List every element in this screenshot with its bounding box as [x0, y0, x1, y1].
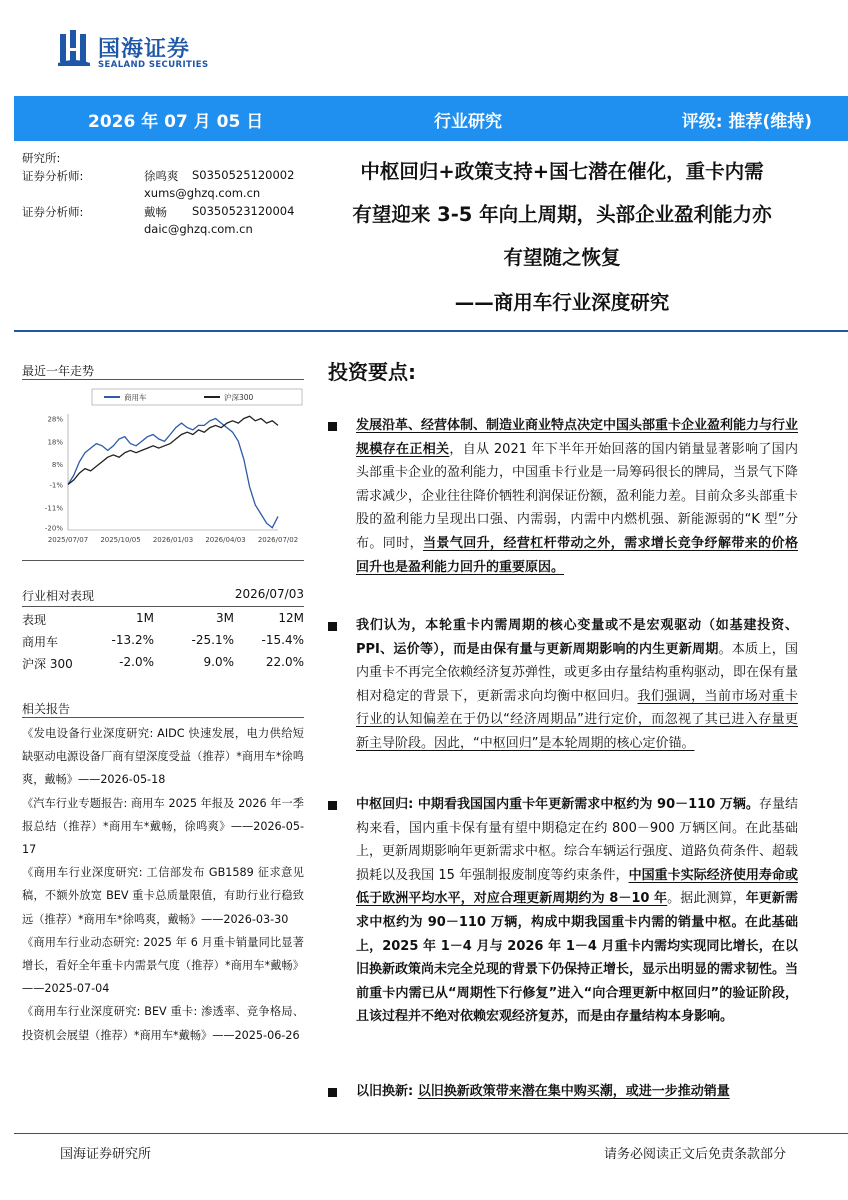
table-cell: -13.2%: [111, 633, 154, 647]
x-tick-label: 2025/07/07: [47, 536, 89, 544]
trend-chart: [22, 384, 304, 550]
x-tick-label: 2026/07/02: [257, 536, 299, 544]
analyst-role: 证券分析师:: [22, 205, 84, 219]
analyst-email[interactable]: daic@ghzq.com.cn: [144, 222, 253, 236]
emphasis-text: 年更新需求中枢约为 90－110 万辆，构成中期我国重卡内需的销量中枢。在此基础上，2025 年 1－4 月与 2026 年 1－4 月重卡内需均实现同比增长，在以旧换新政策尚未完全兑现的背景下仍保持正增长，显示出明显的需求韧性。当前重卡内需已从“周期性下行修复”进入“向合理更新中枢回归”的验证阶段，且该过程并不绝对依赖宏观经济复苏，而是由存量结构本身影响。: [356, 891, 799, 1025]
related-report-link[interactable]: 《商用车行业深度研究: 工信部发布 GB1589 征求意见稿，不额外放宽 BEV 重卡总质量限值，有助行业行稳致远（推荐）*商用车*徐鸣爽，戴畅》——2026-03-30: [22, 866, 304, 926]
table-cell: 1M: [136, 611, 154, 625]
related-report-link[interactable]: 《商用车行业动态研究: 2025 年 6 月重卡销量同比显著增长，看好全年重卡内需景气度（推荐）*商用车*戴畅》——2025-07-04: [22, 935, 304, 996]
header-divider: [14, 330, 848, 332]
table-header: [22, 608, 304, 630]
related-report-link[interactable]: 《商用车行业深度研究: BEV 重卡: 渗透率、竞争格局、投资机会展望（推荐）*商用车*戴畅》——2025-06-26: [22, 1005, 304, 1042]
title-line: 有望随之恢复: [503, 246, 621, 269]
y-tick-label: -1%: [49, 481, 63, 490]
title-line: 中枢回归+政策支持+国七潜在催化，重卡内需: [360, 160, 764, 183]
brand-logo: [58, 30, 218, 72]
emphasis-text: 以旧换新政策带来潜在集中购买潮，或进一步推动销量: [417, 1084, 730, 1099]
y-tick-label: 18%: [47, 438, 63, 447]
report-subtitle: ——商用车行业深度研究: [454, 291, 670, 314]
analyst-info: [22, 150, 304, 240]
emphasis-text: 发展沿革、经营体制、制造业商业特点决定中国头部重卡企业盈利能力与行业规模存在正相关: [356, 418, 799, 457]
table-cell: 沪深 300: [22, 657, 73, 671]
section-divider: [22, 717, 304, 718]
table-cell: -15.4%: [261, 633, 304, 647]
emphasis-text: 我们认为，本轮重卡内需周期的核心变量或不是宏观驱动（如基建投资、PPI、运价等），而是由保有量与更新周期影响的内生更新周期: [356, 618, 798, 657]
legend-label: 商用车: [124, 393, 147, 402]
performance-title: 行业相对表现: [22, 589, 95, 603]
table-cell: 9.0%: [203, 655, 234, 669]
y-tick-label: -20%: [44, 524, 63, 533]
y-tick-label: 8%: [51, 461, 63, 470]
performance-table: [22, 587, 304, 674]
bullet-square-icon: [328, 1088, 337, 1097]
report-banner: [14, 96, 848, 141]
body-text: 。本质上，国内重卡不再完全依赖经济复苏弹性，或更多由存量结构重构驱动，即在保有量相对稳定的背景下，更新需求向均衡中枢回归。: [356, 641, 799, 704]
related-title: 相关报告: [22, 702, 71, 716]
sealand-logo-icon: [58, 30, 90, 66]
bullet-square-icon: [328, 622, 337, 631]
title-line: 有望迎来 3-5 年向上周期，头部企业盈利能力亦: [352, 203, 772, 226]
bullet-square-icon: [328, 422, 337, 431]
related-report-link[interactable]: 《汽车行业专题报告: 商用车 2025 年报及 2026 年一季报总结（推荐）*商用车*戴畅，徐鸣爽》——2026-05-17: [22, 796, 304, 857]
analyst-cert: S0350525120002: [192, 168, 295, 182]
brand-name-cn: 国海证券: [98, 37, 191, 62]
table-cell: 12M: [278, 611, 304, 625]
analyst-name: 戴畅: [144, 205, 167, 219]
x-tick-label: 2025/10/05: [100, 536, 141, 544]
report-date: 2026 年 07 月 05 日: [88, 112, 264, 132]
table-cell: 表现: [22, 613, 47, 627]
analyst-email[interactable]: xums@ghzq.com.cn: [144, 186, 261, 200]
analyst-role: 证券分析师:: [22, 169, 84, 183]
report-rating: 评级: 推荐(维持): [681, 112, 812, 132]
table-cell: 商用车: [22, 635, 59, 649]
footer-divider: [14, 1133, 848, 1134]
body-text: 。据此测算，: [667, 891, 746, 907]
y-tick-label: 28%: [47, 415, 63, 424]
bullet-square-icon: [328, 801, 337, 810]
body-text: ，自从 2021 年下半年开始回落的国内销量显著影响了国内头部重卡企业的盈利能力，中国重卡行业是一局筹码很长的牌局，当景气下降需求减少，企业往往降价牺牲利润保证份额，盈利能力差。目前众多头部重卡股的盈利能力呈现出口强、内需弱，内需中内燃机强、新能源弱的“K 型”分布。同时，: [356, 441, 799, 551]
related-reports: [22, 722, 304, 1047]
report-title: [312, 150, 812, 324]
table-cell: 22.0%: [265, 655, 304, 669]
x-tick-label: 2026/04/03: [205, 536, 246, 544]
body-text: 存量结构来看，国内重卡保有量有望中期稳定在约 800－900 万辆区间。在此基础上，更新周期影响年更新需求中枢。综合车辆运行强度、道路负荷条件、超载损耗以及我国 15 年强制报废制度等约束条件，: [356, 797, 799, 883]
performance-date: 2026/07/03: [234, 587, 304, 601]
emphasis-text: 中国重卡实际经济使用寿命或低于欧洲平均水平，对应合理更新周期约为 8－10 年: [356, 867, 798, 907]
series-line: [68, 419, 278, 528]
emphasis-text: 中枢回归: 中期看我国国内重卡年更新需求中枢约为 90－110 万辆。: [356, 797, 759, 812]
report-category: 行业研究: [434, 112, 502, 132]
emphasis-text: 以旧换新:: [356, 1084, 418, 1099]
table-row: [22, 630, 304, 652]
x-tick-label: 2026/01/03: [152, 536, 194, 544]
legend-label: 沪深300: [224, 393, 254, 402]
section-divider: [22, 379, 304, 380]
table-cell: 3M: [216, 611, 234, 625]
section-heading: 投资要点:: [328, 360, 416, 384]
table-cell: -25.1%: [191, 633, 234, 647]
footer-institute: 国海证券研究所: [60, 1147, 152, 1162]
underlined-text: 我们强调，当前市场对重卡行业的认知偏差在于仍以“经济周期品”进行定价，而忽视了其已进入存量更新主导阶段。因此，“中枢回归”是本轮周期的核心定价锚。: [356, 688, 798, 751]
emphasis-text: 当景气回升，经营杠杆带动之外，需求增长竞争纾解带来的价格回升也是盈利能力回升的重要原因。: [356, 535, 798, 575]
brand-name-en: SEALAND SECURITIES: [98, 60, 209, 70]
table-cell: -2.0%: [119, 655, 154, 669]
analyst-cert: S0350523120004: [192, 204, 295, 218]
analyst-name: 徐鸣爽: [144, 169, 179, 183]
footer-disclaimer: 请务必阅读正文后免责条款部分: [603, 1147, 786, 1162]
trend-label: 最近一年走势: [22, 364, 95, 378]
institute-label: 研究所:: [22, 151, 61, 165]
y-tick-label: -11%: [44, 504, 63, 513]
table-row: [22, 652, 304, 674]
related-report-link[interactable]: 《发电设备行业深度研究: AIDC 快速发展，电力供给短缺驱动电源设备厂商有望深度受益（推荐）*商用车*徐鸣爽，戴畅》——2026-05-18: [22, 727, 304, 787]
section-divider: [22, 560, 304, 561]
